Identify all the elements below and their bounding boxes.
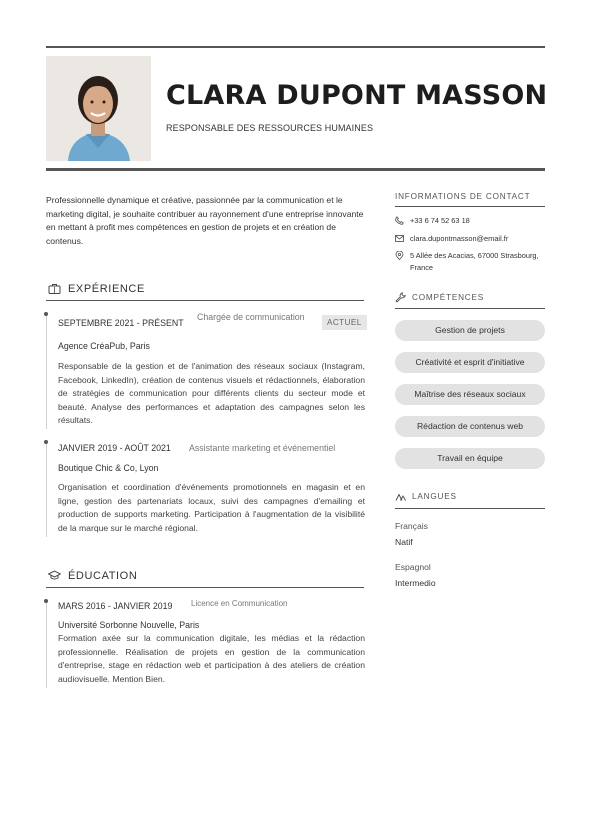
entry-role: Assistante marketing et événementiel bbox=[189, 443, 336, 453]
contact-heading: INFORMATIONS DE CONTACT bbox=[395, 192, 531, 201]
entry-organization: Université Sorbonne Nouvelle, Paris bbox=[58, 620, 200, 630]
contact-email-text: clara.dupontmasson@email.fr bbox=[410, 234, 509, 243]
language-name: Espagnol bbox=[395, 562, 431, 572]
timeline-dot bbox=[44, 312, 48, 316]
entry-date: MARS 2016 - JANVIER 2019 bbox=[58, 601, 173, 611]
timeline-line bbox=[46, 313, 47, 429]
contact-rule bbox=[395, 206, 545, 207]
contact-email bbox=[395, 233, 545, 245]
skills-heading-label: COMPÉTENCES bbox=[412, 293, 485, 302]
languages-icon bbox=[395, 491, 406, 502]
skills-heading bbox=[395, 292, 545, 303]
language-name: Français bbox=[395, 521, 428, 531]
language-level: Intermedio bbox=[395, 578, 436, 588]
contact-address bbox=[395, 250, 545, 273]
skill-pill: Rédaction de contenus web bbox=[395, 416, 545, 437]
graduation-cap-icon bbox=[48, 569, 61, 582]
education-heading-label: ÉDUCATION bbox=[68, 569, 138, 582]
timeline-line bbox=[46, 441, 47, 537]
entry-role: Chargée de communication bbox=[197, 312, 305, 322]
experience-heading bbox=[46, 277, 364, 301]
entry-description: Responsable de la gestion et de l'animation des réseaux sociaux (Instagram, Facebook, LinkedIn), création de contenus visuels et rédactionnels, élaboration de stratégies de communication pour différents clients du secteur mode et beauté. Analyse des performances et adaptation des campagnes selon les résultats. bbox=[58, 361, 365, 425]
entry-organization: Boutique Chic & Co, Lyon bbox=[58, 463, 159, 473]
entry-date: SEPTEMBRE 2021 - PRÉSENT bbox=[58, 318, 184, 328]
current-badge: ACTUEL bbox=[322, 315, 367, 330]
contact-phone-text: +33 6 74 52 63 18 bbox=[410, 216, 470, 225]
languages-rule bbox=[395, 508, 545, 509]
entry-role: Licence en Communication bbox=[191, 599, 288, 608]
job-title: RESPONSABLE DES RESSOURCES HUMAINES bbox=[166, 123, 374, 133]
timeline-dot bbox=[44, 440, 48, 444]
profile-photo bbox=[46, 56, 151, 161]
skills-rule bbox=[395, 308, 545, 309]
timeline-dot bbox=[44, 599, 48, 603]
header-top-rule bbox=[46, 46, 545, 48]
contact-address-text: 5 Allée des Acacias, 67000 Strasbourg, France bbox=[410, 251, 539, 272]
timeline-line bbox=[46, 600, 47, 688]
entry-date: JANVIER 2019 - AOÛT 2021 bbox=[58, 443, 171, 453]
skill-pill: Gestion de projets bbox=[395, 320, 545, 341]
header-bottom-rule bbox=[46, 168, 545, 171]
experience-heading-label: EXPÉRIENCE bbox=[68, 282, 145, 295]
language-level: Natif bbox=[395, 537, 413, 547]
briefcase-icon bbox=[48, 282, 61, 295]
map-pin-icon bbox=[395, 251, 404, 260]
wrench-icon bbox=[395, 292, 406, 303]
languages-heading-label: LANGUES bbox=[412, 492, 457, 501]
person-name: CLARA DUPONT MASSON bbox=[166, 80, 548, 111]
entry-organization: Agence CréaPub, Paris bbox=[58, 341, 150, 351]
profile-summary: Professionnelle dynamique et créative, passionnée par la communication et le marketing digital, je souhaite contribuer au rayonnement d'une entreprise innovante en mettant à profit mes compétences en gestion de projets et en création de contenus. bbox=[46, 195, 364, 246]
contact-phone bbox=[395, 215, 545, 227]
entry-description: Organisation et coordination d'événements promotionnels en magasin et en ligne, gestion des partenariats locaux, suivi des campagnes d'emailing et production de supports marketing. Participation à l'augmentation de la visibilité de la marque sur le marché régional. bbox=[58, 482, 365, 533]
skill-pill: Maîtrise des réseaux sociaux bbox=[395, 384, 545, 405]
education-heading bbox=[46, 564, 364, 588]
phone-icon bbox=[395, 216, 404, 225]
languages-heading bbox=[395, 491, 545, 502]
mail-icon bbox=[395, 234, 404, 243]
skill-pill: Travail en équipe bbox=[395, 448, 545, 469]
skill-pill: Créativité et esprit d'initiative bbox=[395, 352, 545, 373]
entry-description: Formation axée sur la communication digitale, les médias et la rédaction professionnelle. Réalisation de projets en gestion de la communication d'entreprise, stage en rédaction web et participation à des ateliers de création audiovisuelle. Mention Bien. bbox=[58, 633, 365, 684]
